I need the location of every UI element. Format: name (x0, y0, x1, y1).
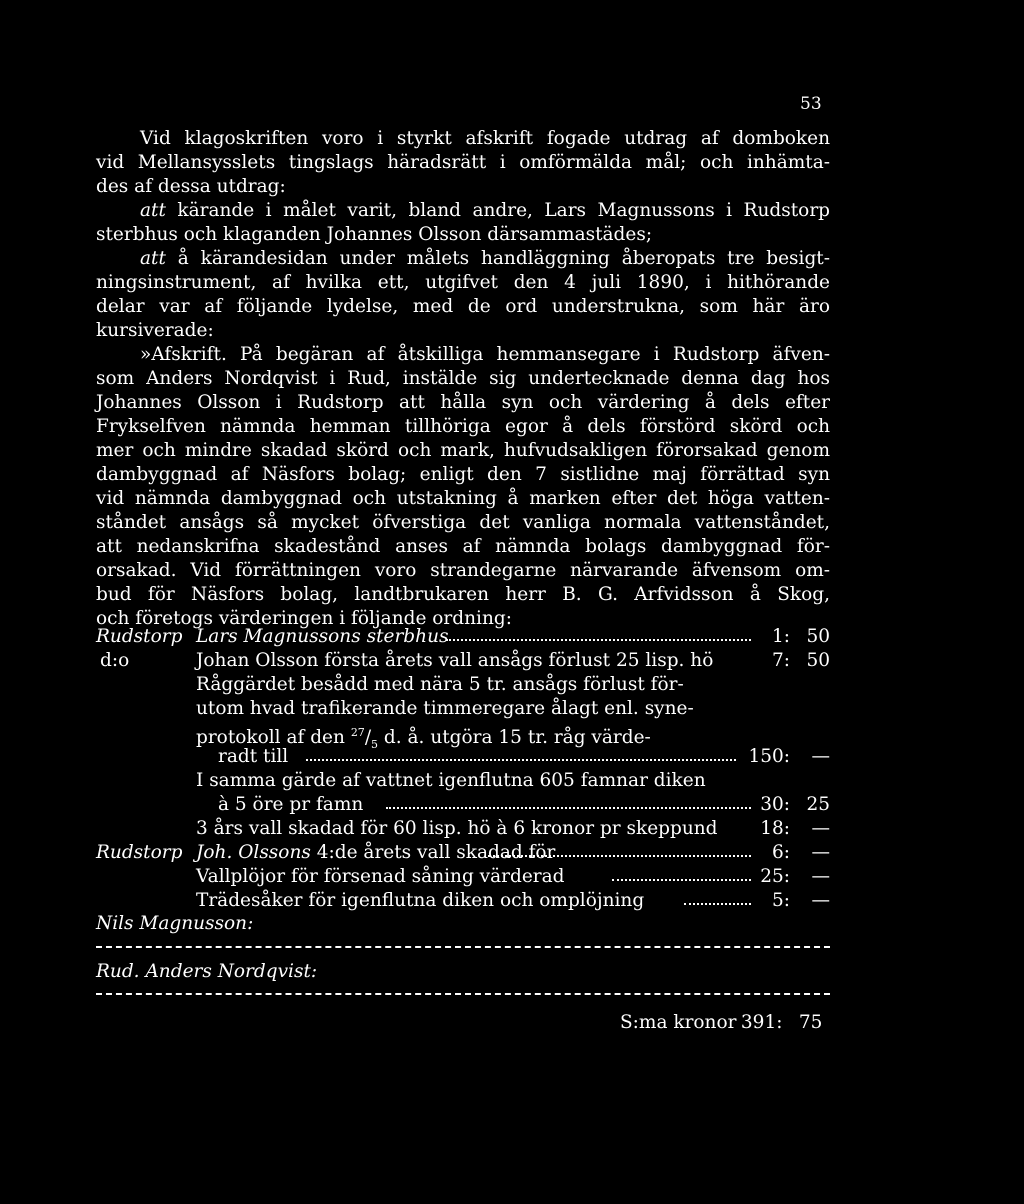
dot-leader (612, 879, 751, 881)
ledger-desc: à 5 öre pr famn (218, 794, 364, 815)
ledger-row (96, 745, 830, 769)
ledger-desc: Joh. Olssons 4:de årets vall skadad för (196, 842, 556, 863)
text-span: å kärandesidan under målets handläggning åberopats tre besigt- (177, 248, 830, 269)
text-line: delar var af följande lydelse, med de ord understrukna, som här äro (96, 296, 830, 317)
text-line (96, 247, 830, 271)
text-line: vid Mellansysslets tingslags häradsrätt i omförmälda mål; och inhämta- (96, 152, 830, 173)
text-line (96, 199, 830, 223)
text-span: kärande i målet varit, bland andre, Lars Magnussons i Rudstorp (177, 200, 831, 221)
ledger-desc: utom hvad trafikerande timmeregare ålagt enl. syne- (196, 698, 694, 719)
text-line: vid nämnda dambyggnad och utstakning å marken efter det höga vatten- (96, 488, 830, 509)
text-line: orsakad. Vid förrättningen voro strandegarne närvarande äfvensom om- (96, 560, 830, 581)
ledger-desc: 3 års vall skadad för 60 lisp. hö à 6 kronor pr skeppund (196, 818, 718, 839)
text-line: des af dessa utdrag: (96, 176, 286, 197)
ledger-desc: Vallplöjor för försenad såning värderad (196, 866, 565, 887)
text-line: att nedanskrifna skadestånd anses af nämnda bolags dambyggnad för- (96, 536, 830, 557)
ledger-desc: Lars Magnussons sterbhus (196, 626, 449, 647)
ledger-row (96, 865, 830, 889)
text-line: som Anders Nordqvist i Rud, instälde sig undertecknade denna dag hos (96, 368, 830, 389)
ledger-row (96, 721, 830, 751)
dot-leader (306, 759, 736, 761)
text-line: kursiverade: (96, 320, 214, 341)
text-line: ningsinstrument, af hvilka ett, utgifvet den 4 juli 1890, i hithörande (96, 272, 830, 293)
text-line: dambyggnad af Näsfors bolag; enligt den 7 sistlidne maj förrättad syn (96, 464, 830, 485)
text-line: mer och mindre skadad skörd och mark, hufvudsakligen förorsakad genom (96, 440, 830, 461)
ledger-desc: Johan Olsson första årets vall ansågs förlust 25 lisp. hö (196, 650, 714, 671)
ledger-amount: 150: — (748, 746, 830, 767)
text-line: och företogs värderingen i följande ordning: (96, 608, 512, 629)
text-line: bud för Näsfors bolag, landtbrukaren herr B. G. Arfvidsson å Skog, (96, 584, 830, 605)
ledger-amount: 6: — (771, 842, 830, 863)
text-line: ståndet ansågs så mycket öfverstiga det vanliga normala vattenståndet, (96, 512, 830, 533)
total-ore: 75 (798, 1012, 823, 1033)
ledger-amount: 5: — (771, 890, 830, 911)
ledger-place: d:o (100, 650, 130, 671)
text-line: Frykselfven nämnda hemman tillhöriga egor å dels förstörd skörd och (96, 416, 830, 437)
ledger-row (96, 793, 830, 817)
total-label: S:ma kronor (620, 1012, 737, 1033)
dashed-rule (96, 993, 830, 995)
page-number: 53 (800, 94, 822, 114)
signature-anders-nordqvist: Rud. Anders Nordqvist: (96, 961, 318, 982)
ledger-row (96, 673, 830, 697)
italic-word: att (140, 248, 166, 269)
ledger-desc: protokoll af den $^{27}/_5$ d. å. utgöra 15 tr. råg värde- (196, 726, 651, 751)
ledger-row (96, 649, 830, 673)
dot-leader (386, 807, 751, 809)
ledger-desc: Råggärdet besådd med nära 5 tr. ansågs förlust för- (196, 674, 684, 695)
ledger-amount: 18: — (760, 818, 830, 839)
ledger-desc: I samma gärde af vattnet igenflutna 605 famnar diken (196, 770, 706, 791)
dot-leader (446, 639, 751, 641)
text-line: sterbhus och klaganden Johannes Olsson därsammastädes; (96, 224, 653, 245)
signature-nils-magnusson: Nils Magnusson: (96, 913, 254, 934)
ledger-row (96, 841, 830, 865)
ledger-row (96, 817, 830, 841)
text-line: »Afskrift. På begäran af åtskilliga hemmansegare i Rudstorp äfven- (140, 344, 830, 365)
total-sum (620, 1012, 830, 1033)
ledger-amount: 1: 50 (771, 626, 830, 647)
dashed-rule (96, 946, 830, 948)
ledger-desc: radt till (218, 746, 289, 767)
ledger-place: Rudstorp (96, 842, 183, 863)
text-line: Vid klagoskriften voro i styrkt afskrift fogade utdrag af domboken (140, 128, 830, 149)
ledger-row (96, 697, 830, 721)
italic-word: att (140, 200, 166, 221)
ledger-amount: 7: 50 (771, 650, 830, 671)
text-line: Johannes Olsson i Rudstorp att hålla syn och värdering å dels efter (96, 392, 830, 413)
dot-leader (684, 903, 751, 905)
ledger-amount: 30: 25 (760, 794, 830, 815)
total-kronor: 391: (740, 1012, 783, 1033)
ledger-amount: 25: — (760, 866, 830, 887)
ledger-desc: Trädesåker för igenflutna diken och omplöjning (196, 890, 645, 911)
ledger-row (96, 769, 830, 793)
ledger-row (96, 889, 830, 913)
dot-leader (488, 855, 751, 857)
ledger-place: Rudstorp (96, 626, 183, 647)
ledger-row (96, 625, 830, 649)
